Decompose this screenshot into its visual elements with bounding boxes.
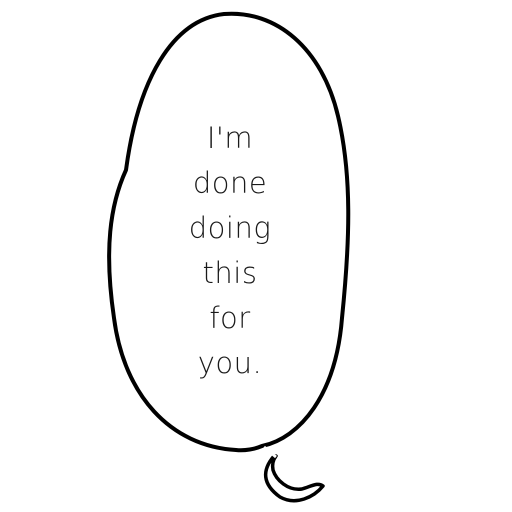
speech-bubble-tail — [266, 456, 323, 501]
speech-bubble-text — [130, 116, 330, 386]
speech-line-4: this — [202, 256, 258, 290]
speech-line-6: you. — [197, 346, 263, 380]
speech-line-3: doing — [188, 211, 272, 245]
speech-line-1: I'm — [206, 121, 254, 155]
speech-line-2: done — [192, 166, 268, 200]
speech-line-5: for — [209, 301, 251, 335]
